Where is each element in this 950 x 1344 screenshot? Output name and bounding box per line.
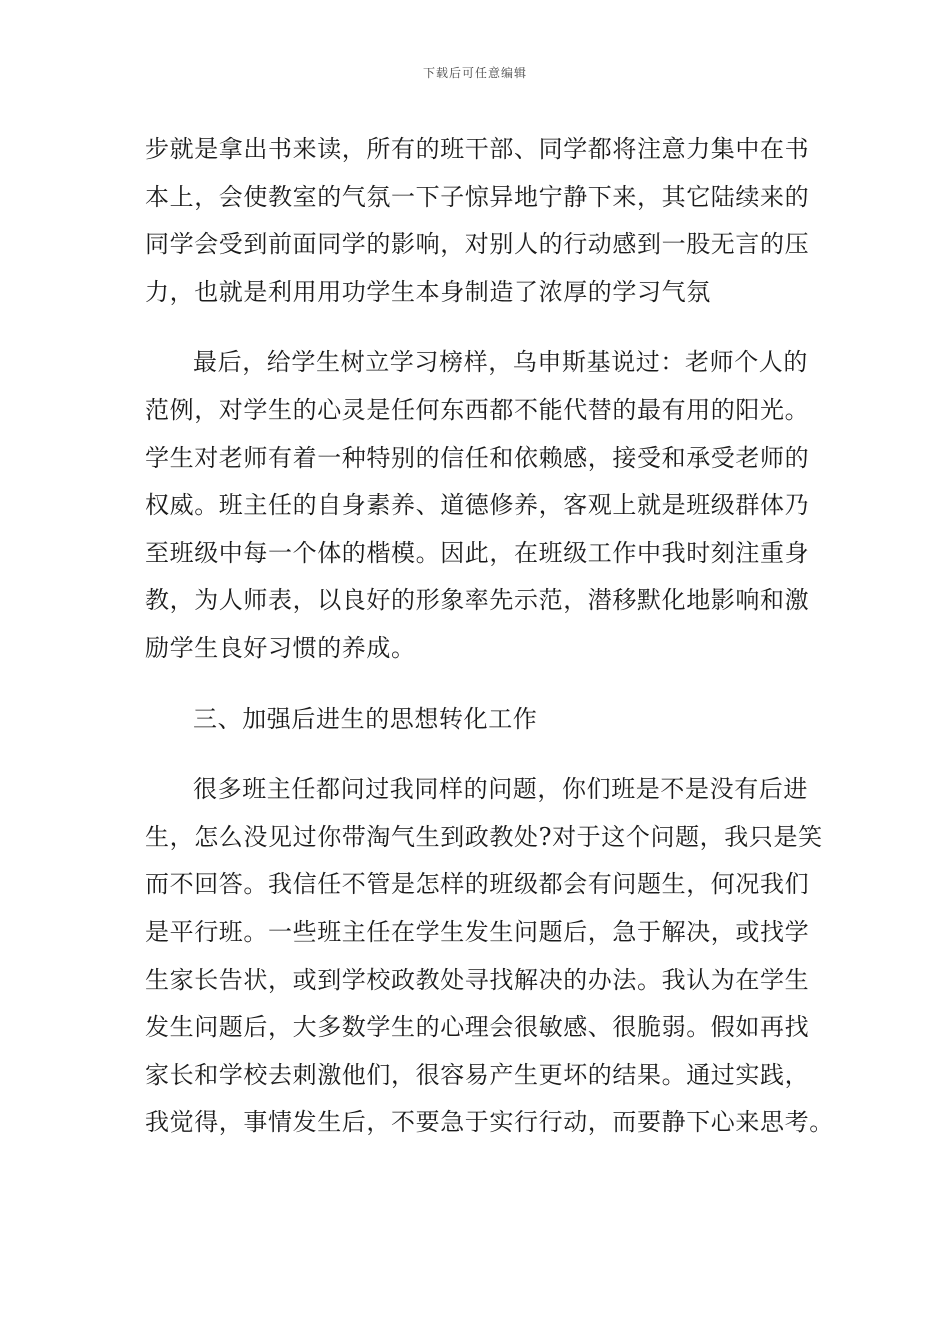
text-line: 范例，对学生的心灵是任何东西都不能代替的最有用的阳光。 [145,395,810,424]
text-line: 生，怎么没见过你带淘气生到政教处?对于这个问题，我只是笑 [145,822,823,851]
text-line: 至班级中每一个体的楷模。因此，在班级工作中我时刻注重身 [145,538,810,567]
text-line: 权威。班主任的自身素养、道德修养，客观上就是班级群体乃 [145,491,810,520]
text-line: 最后，给学生树立学习榜样，乌申斯基说过：老师个人的 [193,348,808,377]
paragraph-role-model [145,339,817,672]
text-line: 是平行班。一些班主任在学生发生问题后，急于解决，或找学 [145,917,810,946]
text-line: 学生对老师有着一种特别的信任和依赖感，接受和承受老师的 [145,443,810,472]
text-line: 我觉得，事情发生后，不要急于实行行动，而要静下心来思考。 [145,1108,834,1137]
paragraph-underachievers [145,766,834,1147]
text-line: 家长和学校去刺激他们，很容易产生更坏的结果。通过实践， [145,1060,810,1089]
text-line: 力，也就是利用用功学生本身制造了浓厚的学习气氛 [145,277,711,306]
heading-line: 三、加强后进生的思想转化工作 [193,704,538,733]
text-line: 而不回答。我信任不管是怎样的班级都会有问题生，何况我们 [145,870,810,899]
text-line: 生家长告状，或到学校政教处寻找解决的办法。我认为在学生 [145,965,810,994]
text-line: 发生问题后，大多数学生的心理会很敏感、很脆弱。假如再找 [145,1013,810,1042]
section-heading [145,696,817,744]
text-line: 步就是拿出书来读，所有的班干部、同学都将注意力集中在书 [145,135,810,163]
document-body [145,126,834,1147]
text-line: 教，为人师表，以良好的形象率先示范，潜移默化地影响和激 [145,586,810,615]
page-header: 下载后可任意编辑 [422,66,527,80]
paragraph-gap [145,743,817,766]
text-line: 本上，会使教室的气氛一下子惊异地宁静下来，其它陆续来的 [145,182,810,211]
text-line: 很多班主任都问过我同样的问题，你们班是不是没有后进 [193,775,808,804]
paragraph-gap [145,673,817,696]
paragraph-continuation [145,126,817,316]
text-line: 励学生良好习惯的养成。 [145,633,416,662]
text-line: 同学会受到前面同学的影响，对别人的行动感到一股无言的压 [145,230,810,259]
paragraph-gap [145,316,817,339]
